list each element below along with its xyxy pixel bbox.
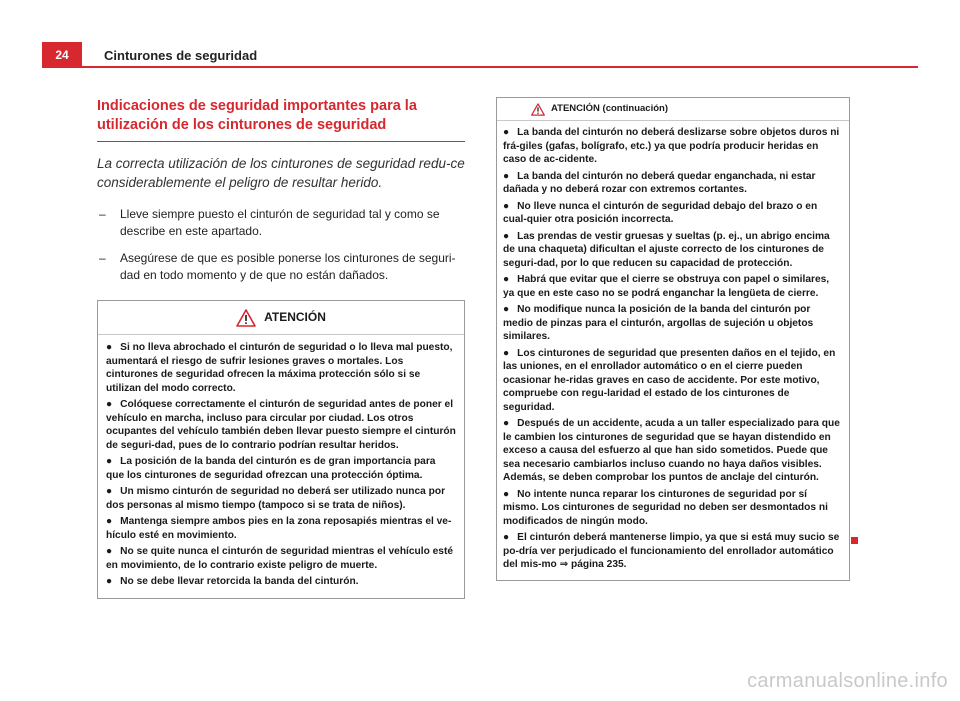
- warning-item: ● No se debe llevar retorcida la banda del cinturón.: [106, 576, 359, 587]
- warning-item: ● La banda del cinturón no deberá deslizarse sobre objetos duros ni frá-giles (gafas, bolígrafo, etc.) ya que podría producir heridas en caso de ac-cidente.: [503, 127, 840, 165]
- header-rule: [42, 66, 918, 68]
- dash-item-text: Asegúrese de que es posible ponerse los cinturones de seguri-dad en todo momento y de que no están dañados.: [120, 251, 456, 282]
- dash-item-text: Lleve siempre puesto el cinturón de seguridad tal y como se describe en este apartado.: [120, 207, 440, 238]
- page-number: 24: [42, 42, 82, 67]
- warning-triangle-icon: [531, 103, 545, 116]
- warning-box: [97, 300, 465, 599]
- warning-item: ● No intente nunca reparar los cinturones de seguridad por sí mismo. Los cinturones de seguridad no deben ser desmontados ni modificados de ningún modo.: [503, 488, 828, 527]
- page-reference-link[interactable]: ⇒ página 235: [559, 559, 624, 570]
- warning-continuation-header: [497, 98, 849, 121]
- section-title: Indicaciones de seguridad importantes para la utilización de los cinturones de seguridad: [97, 97, 465, 142]
- warning-item: ● La banda del cinturón no deberá quedar enganchada, ni estar dañada y no deberá rozar con extremos cortantes.: [503, 170, 816, 195]
- intro-text: La correcta utilización de los cinturones de seguridad redu-ce considerablemente el peligro de resultar herido.: [97, 156, 465, 190]
- warning-item: ● Un mismo cinturón de seguridad no deberá ser utilizado nunca por dos personas al mismo tiempo (tampoco si se trata de niños).: [106, 486, 446, 511]
- watermark: carmanualsonline.info: [747, 670, 948, 692]
- warning-item: ● La posición de la banda del cinturón es de gran importancia para que los cinturones de seguridad ofrezcan una protección óptima.: [106, 456, 436, 481]
- warning-item: ● No modifique nunca la posición de la banda del cinturón por medio de pinzas para el cinturón, argollas de sujeción u objetos similares.: [503, 304, 814, 342]
- warning-label: ATENCIÓN: [264, 309, 326, 324]
- warning-continuation-body: [497, 121, 849, 580]
- warning-continuation-label: ATENCIÓN (continuación): [551, 103, 668, 115]
- warning-body: [98, 335, 464, 598]
- dash-item-2: – Asegúrese de que es posible ponerse los cinturones de seguri-dad en todo momento y de que no están dañados.: [99, 251, 456, 282]
- warning-item: ● Si no lleva abrochado el cinturón de seguridad o lo lleva mal puesto, aumentará el riesgo de sufrir lesiones graves o mortales. Los cinturones de seguridad ofrecen la máxima protección sólo si se utilizan del modo correcto.: [106, 342, 453, 394]
- warning-header: [98, 301, 464, 335]
- warning-triangle-icon: [236, 309, 256, 327]
- dash-item-1: – Lleve siempre puesto el cinturón de seguridad tal y como se describe en este apartado.: [99, 207, 440, 238]
- warning-item: ● Después de un accidente, acuda a un taller especializado para que le cambien los cinturones de seguridad que se hayan distendido en exceso a causa del esfuerzo al que han sido sometidos. Puede que sea necesario cambiarlos incluso cuando no haya daños visibles. Además, se deben comprobar los puntos de anclaje del cinturón.: [503, 418, 840, 483]
- end-of-section-icon: [851, 537, 858, 544]
- warning-item: ● Los cinturones de seguridad que presenten daños en el tejido, en las uniones, en el enrollador automático o en el cierre pueden ocasionar he-ridas graves en caso de accidente. Por este motivo, compruebe con regu-laridad el estado de los cinturones de seguridad.: [503, 347, 836, 413]
- warning-item: ● Mantenga siempre ambos pies en la zona reposapiés mientras el ve-hículo esté en movimiento.: [106, 516, 452, 541]
- warning-item: ● Colóquese correctamente el cinturón de seguridad antes de poner el vehículo en marcha, incluso para circular por ciudad. Los otros ocupantes del vehículo también deben llevar puesto siempre el cinturón de seguri-dad, pues de lo contrario podrían resultar heridos.: [106, 399, 456, 451]
- warning-item: ● El cinturón deberá mantenerse limpio, ya que si está muy sucio se po-dría ver perjudicado el funcionamiento del enrollador automático del mis-mo ⇒ página 235.: [503, 532, 840, 570]
- warning-continuation-box: [496, 97, 850, 581]
- warning-item: ● Las prendas de vestir gruesas y sueltas (p. ej., un abrigo encima de una chaqueta) dificultan el ajuste correcto de los cinturones de seguri-dad, por lo que reducen su capacidad de protección.: [503, 230, 830, 269]
- left-column: [97, 97, 465, 599]
- warning-item: ● Habrá que evitar que el cierre se obstruya con papel o similares, ya que en este caso no se podrá enganchar la lengüeta de cierre.: [503, 274, 830, 299]
- warning-item: ● No se quite nunca el cinturón de seguridad mientras el vehículo esté en movimiento, de lo contrario existe peligro de muerte.: [106, 546, 454, 571]
- header-title: Cinturones de seguridad: [104, 48, 258, 63]
- warning-item: ● No lleve nunca el cinturón de seguridad debajo del brazo o en cual-quier otra posición incorrecta.: [503, 200, 818, 225]
